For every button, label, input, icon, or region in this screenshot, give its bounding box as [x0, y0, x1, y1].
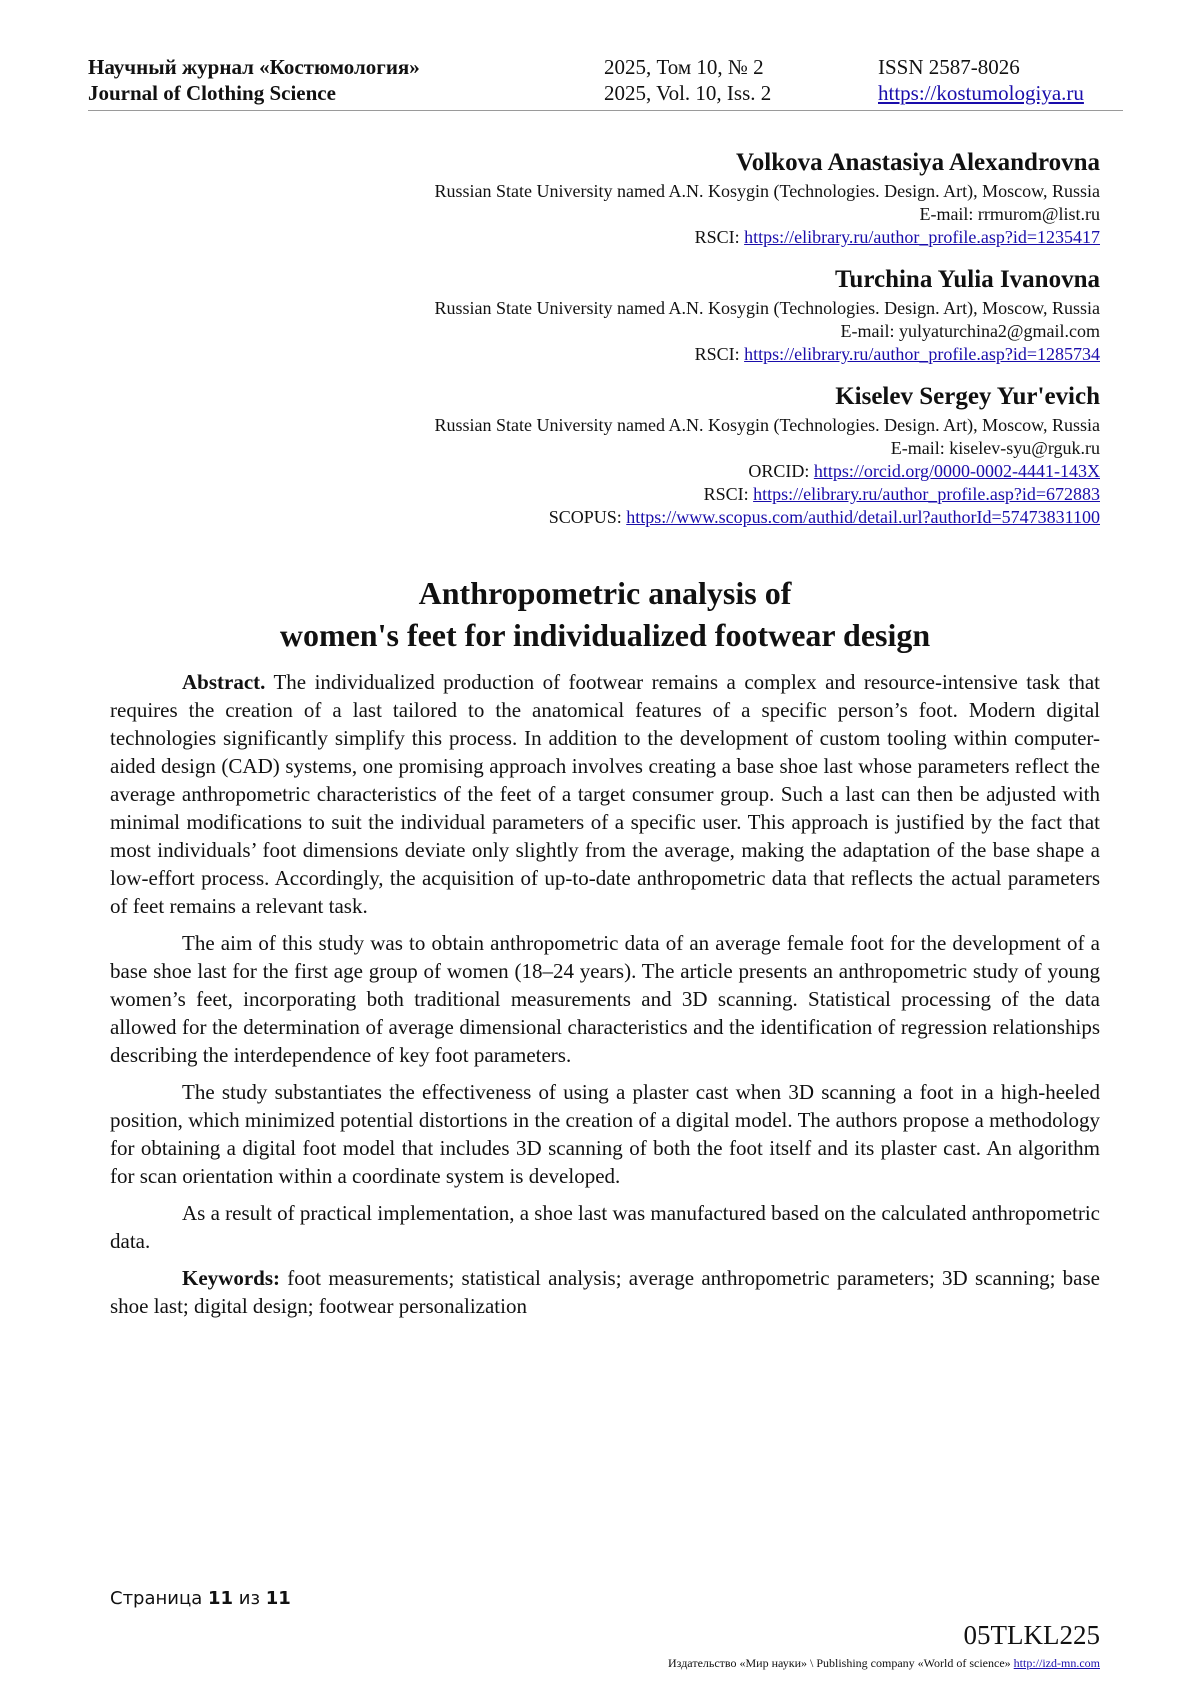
author-list [300, 146, 1100, 543]
page-total: 11 [265, 1588, 291, 1609]
page-counter [110, 1588, 291, 1609]
rsci-link[interactable]: https://elibrary.ru/author_profile.asp?id=672883 [753, 484, 1100, 504]
author-name: Turchina Yulia Ivanovna [835, 266, 1100, 293]
scopus-label: SCOPUS: [548, 507, 627, 527]
abstract-section [110, 668, 1100, 1329]
page-prefix: Страница [110, 1588, 208, 1609]
rsci-link[interactable]: https://elibrary.ru/author_profile.asp?id=1235417 [744, 227, 1100, 247]
title-line: Anthropometric analysis of [418, 575, 792, 611]
publisher-text: Издательство «Мир науки» \ Publishing company «World of science» [668, 1656, 1014, 1670]
author-affiliation: Russian State University named A.N. Kosygin (Technologies. Design. Art), Moscow, Russia [434, 298, 1100, 318]
author-block [300, 263, 1100, 366]
article-code: 05TLKL225 [963, 1620, 1100, 1650]
article-title [110, 572, 1100, 656]
publisher-link[interactable]: http://izd-mn.com [1013, 1656, 1100, 1670]
author-block [300, 380, 1100, 529]
keywords-text: foot measurements; statistical analysis; average anthropometric parameters; 3D scanning; base shoe last; digital design; footwear personalization [110, 1266, 1100, 1318]
author-name: Volkova Anastasiya Alexandrovna [736, 149, 1100, 176]
author-email: E-mail: yulyaturchina2@gmail.com [840, 321, 1100, 341]
abstract-paragraph [110, 668, 1100, 920]
author-affiliation: Russian State University named A.N. Kosygin (Technologies. Design. Art), Moscow, Russia [434, 415, 1100, 435]
author-rsci [300, 483, 1100, 506]
abstract-paragraph: As a result of practical implementation, a shoe last was manufactured based on the calculated anthropometric data. [110, 1201, 1100, 1253]
orcid-label: ORCID: [748, 461, 814, 481]
abstract-paragraph: The study substantiates the effectiveness of using a plaster cast when 3D scanning a foot in a high-heeled position, which minimized potential distortions in the creation of a digital model. The authors propose a methodology for obtaining a digital foot model that includes 3D scanning of both the foot itself and its plaster cast. An algorithm for scan orientation within a coordinate system is developed. [110, 1080, 1100, 1188]
journal-header [88, 52, 1123, 111]
orcid-link[interactable]: https://orcid.org/0000-0002-4441-143X [813, 461, 1100, 481]
rsci-label: RSCI: [694, 344, 745, 364]
keywords-paragraph [110, 1264, 1100, 1320]
author-rsci [300, 343, 1100, 366]
scopus-link[interactable]: https://www.scopus.com/authid/detail.url?authorId=57473831100 [626, 507, 1100, 527]
rsci-label: RSCI: [694, 227, 745, 247]
author-block [300, 146, 1100, 249]
author-scopus [300, 506, 1100, 529]
journal-website-link[interactable]: https://kostumologiya.ru [878, 81, 1084, 105]
page-middle: из [233, 1588, 266, 1609]
title-line: women's feet for individualized footwear design [279, 617, 931, 653]
publisher-line [668, 1656, 1100, 1671]
author-email: E-mail: rrmurom@list.ru [919, 204, 1100, 224]
rsci-link[interactable]: https://elibrary.ru/author_profile.asp?id=1285734 [744, 344, 1100, 364]
author-email: E-mail: kiselev-syu@rguk.ru [890, 438, 1100, 458]
page-current: 11 [207, 1588, 234, 1609]
volume-ru: 2025, Том 10, № 2 [604, 55, 764, 79]
issn: ISSN 2587-8026 [878, 55, 1020, 79]
abstract-label: Abstract. [182, 670, 266, 694]
keywords-label: Keywords: [182, 1266, 280, 1290]
abstract-paragraph: The aim of this study was to obtain anthropometric data of an average female foot for the development of a base shoe last for the first age group of women (18–24 years). The article presents an anthropometric study of young women’s feet, incorporating both traditional measurements and 3D scanning. Statistical processing of the data allowed for the determination of average dimensional characteristics and the identification of regression relationships describing the interdependence of key foot parameters. [110, 931, 1100, 1067]
journal-name-ru: Научный журнал «Костюмология» [88, 55, 420, 79]
author-name: Kiselev Sergey Yur'evich [835, 383, 1100, 410]
journal-name-en: Journal of Clothing Science [88, 81, 336, 105]
abstract-text: The individualized production of footwear remains a complex and resource-intensive task that requires the creation of a last tailored to the anatomical features of a specific person’s foot. Modern digital technologies significantly simplify this process. In addition to the development of custom tooling within computer-aided design (CAD) systems, one promising approach involves creating a base shoe last whose parameters reflect the average anthropometric characteristics of the feet of a target consumer group. Such a last can then be adjusted with minimal modifications to suit the individual parameters of a specific user. This approach is justified by the fact that most individuals’ foot dimensions deviate only slightly from the average, making the adaptation of the base shape a low-effort process. Accordingly, the acquisition of up-to-date anthropometric data that reflects the actual parameters of feet remains a relevant task. [110, 670, 1100, 918]
author-orcid [300, 460, 1100, 483]
rsci-label: RSCI: [703, 484, 754, 504]
volume-en: 2025, Vol. 10, Iss. 2 [604, 81, 772, 105]
author-affiliation: Russian State University named A.N. Kosygin (Technologies. Design. Art), Moscow, Russia [434, 181, 1100, 201]
author-rsci [300, 226, 1100, 249]
